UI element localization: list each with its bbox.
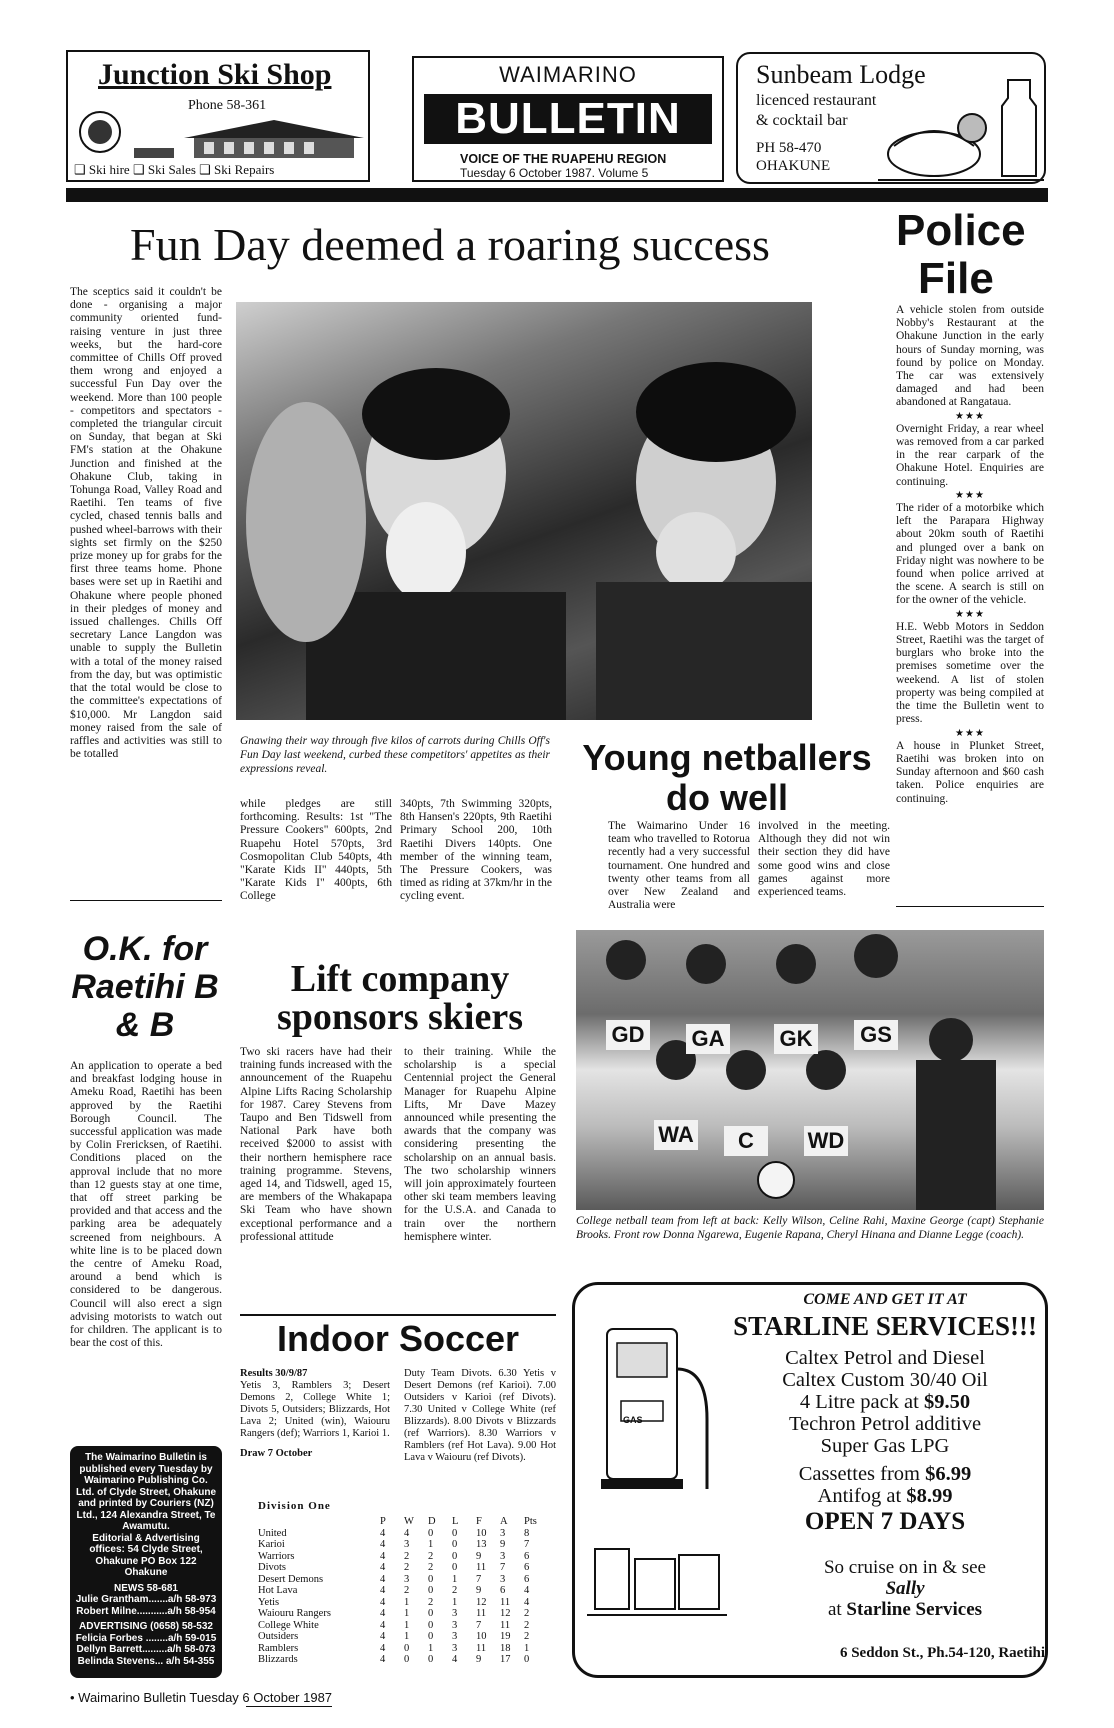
stat-cell: 8	[524, 1527, 530, 1539]
netball-caption: College netball team from left at back: Kelly Wilson, Celine Rahi, Maxine George (capt) Stephanie Brooks. Front row Donna Ngarewa, Eugenie Rapana, Cheryl Hinana and Dianne Legge (coach).	[576, 1215, 1044, 1241]
league-header-cell: P	[380, 1516, 386, 1527]
netball-team-photo	[576, 930, 1044, 1210]
stat-cell: 6	[500, 1585, 506, 1596]
stat-cell: 4	[524, 1585, 530, 1596]
lead-column-3	[400, 798, 552, 946]
lift-headline: Lift company sponsors skiers	[277, 958, 523, 1038]
bib-gk: GK	[774, 1024, 818, 1054]
stat-cell: 1	[428, 1539, 434, 1550]
food-basket-icon	[878, 76, 1044, 182]
masthead-town: WAIMARINO	[499, 62, 637, 87]
stat-cell: 1	[452, 1596, 458, 1608]
ski-shop-building-icon	[74, 110, 364, 160]
team-cell: Warriors	[258, 1550, 295, 1562]
stat-cell: 0	[452, 1562, 458, 1573]
footer-rule	[246, 1706, 332, 1707]
netball-column-2	[758, 820, 890, 912]
stat-cell: 3	[452, 1619, 458, 1631]
stat-cell: 11	[476, 1642, 487, 1654]
lead-column-1	[70, 286, 222, 878]
stat-cell: 4	[380, 1539, 386, 1550]
starline-line-9: So cruise on in & see	[823, 1557, 986, 1578]
stat-cell: 3	[404, 1573, 410, 1585]
lead-headline: Fun Day deemed a roaring success	[130, 219, 770, 270]
stat-cell: 11	[500, 1619, 511, 1631]
netball-team-figures-icon	[576, 930, 1044, 1210]
stat-cell: 3	[452, 1631, 458, 1642]
masthead-name: BULLETIN	[424, 94, 712, 144]
starline-line-7-text: Antifog at	[817, 1485, 907, 1507]
starline-line-7-price: $8.99	[906, 1485, 953, 1507]
stat-cell: 6	[524, 1573, 530, 1585]
lead-body-1: The sceptics said it couldn't be done - organising a major community oriented fund-raising venture in just three weeks, but the hard-core committee of Chills Off proved them wrong and enjoyed a successful Fun Day over the weekend. More than 100 people - competitors and spectators - completed the triangular circuit on Sunday, that began at Ski FM's station at the Ohakune Junction and finished at the Ohakune Club, taking in Tohunga Road, Valley Road and Raetihi. Ten teams of five cycled, chased tennis balls and pushed wheel-barrows with their sights set firmly on the $250 prize money up for grabs for the first three teams home. Phone bases were set up in Raetihi and Ohakune where people phoned in their pledges of money and issued challenges. Chills Off secretary Lance Langdon was unable to supply the Bulletin with a total of the money raised from the day, but was optimistic that the total would be close to the committee's expectations of $10,000. Mr Langdon said money raised from the sale of raffles and activities was still to be totalled	[70, 286, 222, 761]
stat-cell: 9	[476, 1654, 482, 1665]
masthead-tagline: VOICE OF THE RUAPEHU REGION	[460, 152, 667, 166]
league-header-cell: A	[500, 1516, 508, 1527]
lift-body-1: Two ski racers have had their training funds increased with the announcement of the Ruapehu Alpine Lifts Racing Scholarship for 1987. Carey Stevens from Taupo and Ben Tidswell from National Park have both received $2000 to assist with their northern hemisphere race training programme. Stevens, aged 14, and Tidswell, aged 15, are members of the Whakapapa Ski Team who have shown exceptional performance and a professional attitude	[240, 1046, 392, 1243]
starline-open-days: OPEN 7 DAYS	[804, 1508, 966, 1535]
soccer-results-label: Results 30/9/87	[240, 1368, 308, 1379]
soccer-draw-label: Draw 7 October	[240, 1448, 313, 1459]
stat-cell: 1	[404, 1596, 410, 1608]
table-row	[258, 1562, 548, 1574]
team-cell: Karioi	[258, 1539, 285, 1550]
stat-cell: 0	[404, 1654, 410, 1665]
stat-cell: 4	[380, 1585, 386, 1596]
bib-ga: GA	[686, 1024, 730, 1054]
league-header-cell: L	[452, 1516, 459, 1527]
stat-cell: 11	[476, 1608, 487, 1619]
table-row	[258, 1608, 548, 1620]
table-row	[258, 1643, 548, 1655]
starline-services-ad	[572, 1282, 1048, 1678]
bib-c: C	[724, 1126, 768, 1156]
bib-gs: GS	[854, 1020, 898, 1050]
gas-sign-label: GAS	[623, 1415, 643, 1425]
stat-cell: 3	[404, 1539, 410, 1550]
stat-cell: 9	[476, 1550, 482, 1562]
starline-line-5: Super Gas LPG	[820, 1435, 950, 1457]
police-item-3: The rider of a motorbike which left the Parapara Highway about 20km south of Raetihi and plunged over a bank on Friday night was nowhere to be found when police arrived at the scene. A search is still on for the owner of the vehicle.	[896, 502, 1044, 607]
stat-cell: 4	[452, 1654, 458, 1665]
table-row	[258, 1551, 548, 1563]
team-cell: Ramblers	[258, 1642, 299, 1654]
league-header-cell: D	[428, 1516, 436, 1527]
police-stars-1: ★★★	[955, 410, 985, 422]
league-header-cell: F	[476, 1516, 482, 1527]
lodge-title: Sunbeam Lodge	[756, 60, 926, 89]
stat-cell: 4	[380, 1596, 386, 1608]
page-footer: • Waimarino Bulletin Tuesday 6 October 1987	[70, 1690, 333, 1705]
stat-cell: 2	[428, 1596, 434, 1608]
stat-cell: 1	[404, 1631, 410, 1642]
imprint-box	[70, 1446, 222, 1678]
lift-body-2: to their training. While the scholarship is a special Centennial project the General Manager for Ruapehu Alpine Lifts, Mr Dave Mazey announced while presenting the awards that the company was considering presenting the scholarship on an annual basis. The two scholarship winners will join approximately fourteen other ski team members leaving for the U.S.A. and Canada to train over the northern hemisphere winter.	[404, 1046, 556, 1243]
imprint-line-2: Editorial & Advertising offices: 54 Clyde Street, Ohakune PO Box 122 Ohakune	[89, 1532, 203, 1578]
stat-cell: 2	[428, 1550, 434, 1562]
stat-cell: 1	[428, 1642, 434, 1654]
table-row	[258, 1620, 548, 1632]
police-item-4: H.E. Webb Motors in Seddon Street, Raetihi was the target of burglars who broke into the premises sometime over the weekend. A list of stolen property was being compiled at the time the Bulletin went to press.	[896, 620, 1044, 726]
stat-cell: 0	[428, 1619, 434, 1631]
table-row	[258, 1631, 548, 1643]
starline-address: 6 Seddon St., Ph.54-120, Raetihi	[839, 1645, 1045, 1661]
lead-body-3: 340pts, 7th Swimming 320pts, 8th Hansen's 220pts, 9th Raetihi Primary School 200, 10th Raetihi Divers 140pts. One member of the winning team, The Pressure Cookers, was timed as riding at 37km/hr in the cycling event.	[400, 798, 552, 903]
starline-tag: COME AND GET IT AT	[803, 1291, 967, 1308]
team-cell: United	[258, 1527, 287, 1539]
stat-cell: 12	[500, 1608, 511, 1619]
sunbeam-lodge-ad	[736, 52, 1046, 184]
stat-cell: 4	[404, 1527, 410, 1539]
lead-caption: Gnawing their way through five kilos of carrots during Chills Off's Fun Day last weekend, curbed these competitors' appetites as their expressions reveal.	[240, 735, 550, 775]
stat-cell: 0	[452, 1539, 458, 1550]
stat-cell: 4	[524, 1596, 530, 1608]
stat-cell: 11	[476, 1562, 487, 1573]
stat-cell: 17	[500, 1654, 511, 1665]
imprint-line-1: The Waimarino Bulletin is published every Tuesday by Waimarino Publishing Co. Ltd. of Clyde Street, Ohakune and printed by Couriers (NZ) Ltd., 124 Alexandra Street, Te Awamutu.	[75, 1452, 217, 1532]
team-cell: Waiouru Rangers	[258, 1608, 331, 1619]
bib-wa: WA	[654, 1120, 698, 1150]
stat-cell: 0	[428, 1585, 434, 1596]
stat-cell: 4	[380, 1654, 386, 1665]
team-cell: Divots	[258, 1562, 287, 1573]
stat-cell: 11	[500, 1596, 511, 1608]
soccer-table-wrapper	[258, 1516, 548, 1666]
stat-cell: 0	[428, 1608, 434, 1619]
police-stars-2: ★★★	[955, 489, 985, 501]
starline-line-3-price: $9.50	[923, 1391, 971, 1413]
stat-cell: 4	[380, 1608, 386, 1619]
stat-cell: 6	[524, 1550, 530, 1562]
stat-cell: 2	[404, 1562, 410, 1573]
stat-cell: 2	[524, 1608, 530, 1619]
starline-line-6-price: $6.99	[925, 1463, 972, 1485]
stat-cell: 2	[524, 1619, 530, 1631]
stat-cell: 1	[404, 1608, 410, 1619]
league-header-cell: W	[404, 1516, 414, 1527]
ad-services: ❑ Ski hire ❑ Ski Sales ❑ Ski Repairs	[74, 162, 275, 177]
stat-cell: 2	[404, 1585, 410, 1596]
soccer-division: Division One	[258, 1500, 331, 1512]
lead-body-2: while pledges are still forthcoming. Results: 1st "The Pressure Cookers" 600pts, 2nd Ruapehu Hotel 570pts, 3rd Cosmopolitan Club 540pts, 4th "Karate Kids II" 440pts, 5th "Karate Kids I" 400pts, 6th College	[240, 798, 392, 903]
stat-cell: 3	[500, 1527, 506, 1539]
ad-phone: Phone 58-361	[188, 98, 267, 113]
starline-sally: Sally	[885, 1578, 925, 1599]
table-row	[258, 1585, 548, 1597]
masthead-rule	[66, 188, 1048, 202]
soccer-league-table	[258, 1516, 548, 1666]
stat-cell: 1	[524, 1642, 530, 1654]
masthead-dateline: Tuesday 6 October 1987. Volume 5	[460, 166, 649, 180]
carrot-eating-photo	[236, 302, 812, 720]
stat-cell: 0	[404, 1642, 410, 1654]
masthead	[412, 56, 724, 182]
stat-cell: 4	[380, 1527, 386, 1539]
team-cell: Outsiders	[258, 1631, 299, 1642]
carrot-photo-figures-icon	[236, 302, 812, 720]
starline-line-2: Caltex Custom 30/40 Oil	[782, 1369, 988, 1391]
team-cell: Hot Lava	[258, 1585, 298, 1596]
junction-ski-shop-ad	[66, 50, 370, 182]
stat-cell: 10	[476, 1527, 487, 1539]
netball-body-2: involved in the meeting. Although they did not win their section they did have some good wins and close games against more experienced teams.	[758, 820, 890, 899]
stat-cell: 0	[452, 1550, 458, 1562]
police-stars-4: ★★★	[955, 727, 985, 739]
stat-cell: 2	[404, 1550, 410, 1562]
stat-cell: 0	[452, 1527, 458, 1539]
table-row	[258, 1654, 548, 1666]
stat-cell: 1	[404, 1619, 410, 1631]
fuel-pump-icon	[587, 1309, 727, 1639]
stat-cell: 4	[380, 1619, 386, 1631]
stat-cell: 7	[476, 1573, 482, 1585]
stat-cell: 2	[524, 1631, 530, 1642]
netball-headline: Young netballers do well	[582, 737, 872, 818]
stat-cell: 3	[500, 1573, 506, 1585]
bib-gd: GD	[606, 1020, 650, 1050]
stat-cell: 9	[500, 1539, 506, 1550]
stat-cell: 4	[380, 1573, 386, 1585]
starline-line-1: Caltex Petrol and Diesel	[785, 1347, 985, 1369]
ad-title: Junction Ski Shop	[98, 58, 332, 91]
starline-cruise	[765, 1557, 1045, 1620]
lodge-phone: PH 58-470	[756, 140, 822, 156]
police-item-1: A vehicle stolen from outside Nobby's Restaurant at the Ohakune Junction in the early hours of Sunday morning, was found by police on Monday. The car was extensively damaged and had been abandoned at Rangataua.	[896, 304, 1044, 409]
lift-column-1	[240, 1046, 392, 1306]
table-row	[258, 1528, 548, 1540]
bb-column	[70, 1060, 222, 1418]
team-cell: College White	[258, 1619, 319, 1631]
police-headline-2: File	[918, 254, 994, 303]
team-cell: Yetis	[258, 1596, 280, 1608]
lodge-line1: licenced restaurant	[756, 92, 877, 109]
stat-cell: 13	[476, 1539, 487, 1550]
stat-cell: 18	[500, 1642, 511, 1654]
team-cell: Desert Demons	[258, 1573, 324, 1585]
stat-cell: 4	[380, 1550, 386, 1562]
team-cell: Blizzards	[258, 1654, 298, 1665]
stat-cell: 10	[476, 1631, 487, 1642]
bb-body: An application to operate a bed and breakfast lodging house in Ameku Road, Raetihi has been approved by the Raetihi Borough Council. The successful application was made by Colin Frericksen, of Raetihi. Conditions placed on the approval include that no more than 12 guests stay at one time, that off street parking be provided and that access and the parking area be adequately screened from neighbours. A white line is to be placed down the centre of Ameku Road, around a bend which is considered to be dangerous. Council will also erect a sign advising motorists to watch out for children. The applicant is to bear the cost of this.	[70, 1060, 222, 1350]
stat-cell: 0	[428, 1631, 434, 1642]
lift-rule	[240, 1314, 556, 1316]
starline-line-11	[765, 1599, 1045, 1620]
starline-line-11-name: Starline Services	[846, 1599, 983, 1620]
lodge-line2: & cocktail bar	[756, 112, 848, 129]
imprint-line-7: Felicia Forbes ........a/h 59-015	[75, 1632, 217, 1644]
soccer-results	[240, 1368, 390, 1460]
imprint-line-4: Julie Grantham.......a/h 58-973	[75, 1594, 217, 1605]
stat-cell: 6	[524, 1562, 530, 1573]
stat-cell: 3	[452, 1642, 458, 1654]
stat-cell: 2	[428, 1562, 434, 1573]
starline-line-11-text: at	[827, 1599, 847, 1620]
imprint-line-5: Robert Milne...........a/h 58-954	[76, 1605, 216, 1617]
table-row	[258, 1597, 548, 1609]
starline-line-3	[725, 1391, 1045, 1413]
netball-body-1: The Waimarino Under 16 team who travelled to Rotorua recently had a very successful tournament. One hundred and twenty other teams from all over New Zealand and Australia were	[608, 820, 750, 912]
stat-cell: 7	[500, 1562, 506, 1573]
stat-cell: 7	[524, 1539, 530, 1550]
imprint-line-3: NEWS 58-681	[114, 1582, 178, 1594]
imprint-line-8: Dellyn Barrett.........a/h 58-073	[76, 1644, 216, 1655]
police-stars-3: ★★★	[955, 608, 985, 620]
stat-cell: 0	[428, 1573, 434, 1585]
league-header-row	[258, 1516, 548, 1528]
stat-cell: 0	[524, 1654, 530, 1665]
police-column	[896, 304, 1044, 894]
lodge-place: OHAKUNE	[756, 158, 831, 174]
lead-col1-rule	[70, 900, 222, 901]
starline-line-7	[725, 1485, 1045, 1507]
starline-line-4: Techron Petrol additive	[788, 1413, 982, 1435]
police-item-5: A house in Plunket Street, Raetihi was broken into on Sunday afternoon and $60 cash taken. Police enquiries are continuing.	[896, 739, 1044, 805]
stat-cell: 1	[452, 1573, 458, 1585]
stat-cell: 2	[452, 1585, 458, 1596]
stat-cell: 0	[428, 1527, 434, 1539]
lead-column-2	[240, 798, 392, 946]
stat-cell: 3	[500, 1550, 506, 1562]
stat-cell: 4	[380, 1642, 386, 1654]
stat-cell: 12	[476, 1596, 487, 1608]
stat-cell: 3	[452, 1608, 458, 1619]
stat-cell: 19	[500, 1631, 511, 1642]
stat-cell: 9	[476, 1585, 482, 1596]
police-rule	[896, 906, 1044, 907]
soccer-headline: Indoor Soccer	[276, 1318, 520, 1359]
soccer-draw	[404, 1368, 556, 1464]
soccer-draw-text: Duty Team Divots. 6.30 Yetis v Desert Demons (ref Karioi). 7.00 Outsiders v Karioi (ref Divots). 7.30 United v College White (ref Blizzards). 8.00 Divots v Blizzards (ref Warriors). 8.30 Warriors v Ramblers (ref Hot Lava). 9.00 Hot Lava v Waiouru (ref Divots).	[404, 1368, 556, 1463]
soccer-results-text: Yetis 3, Ramblers 3; Desert Demons 2, College White 1; Divots 5, Outsiders; Blizzards, Hot Lava 2; United (win), Waiouru Rangers (def); Warriors 1, Karioi 1.	[240, 1380, 390, 1439]
starline-title: STARLINE SERVICES!!!	[733, 1311, 1037, 1341]
bib-wd: WD	[804, 1126, 848, 1156]
police-headline-1: Police	[896, 206, 1026, 255]
table-row	[258, 1539, 548, 1551]
starline-line-6	[725, 1463, 1045, 1485]
league-header-cell: Pts	[524, 1516, 537, 1527]
bb-headline	[70, 930, 220, 1044]
stat-cell: 7	[476, 1619, 482, 1631]
lift-column-2	[404, 1046, 556, 1306]
stat-cell: 4	[380, 1631, 386, 1642]
bb-headline-text: O.K. for Raetihi B & B	[71, 930, 219, 1044]
police-item-2: Overnight Friday, a rear wheel was removed from a car parked in the rear carpark of the Ohakune Hotel. Enquiries are continuing.	[896, 422, 1044, 488]
starline-line-3-text: 4 Litre pack at	[799, 1391, 924, 1413]
netball-column-1	[608, 820, 750, 912]
imprint-line-9: Belinda Stevens... a/h 54-355	[77, 1655, 215, 1667]
league-header-cell	[258, 1516, 380, 1528]
starline-line-6-text: Cassettes from	[798, 1463, 926, 1485]
stat-cell: 0	[428, 1654, 434, 1665]
starline-lines	[725, 1347, 1045, 1537]
imprint-line-6: ADVERTISING (0658) 58-532	[79, 1621, 213, 1632]
stat-cell: 4	[380, 1562, 386, 1573]
table-row	[258, 1574, 548, 1586]
